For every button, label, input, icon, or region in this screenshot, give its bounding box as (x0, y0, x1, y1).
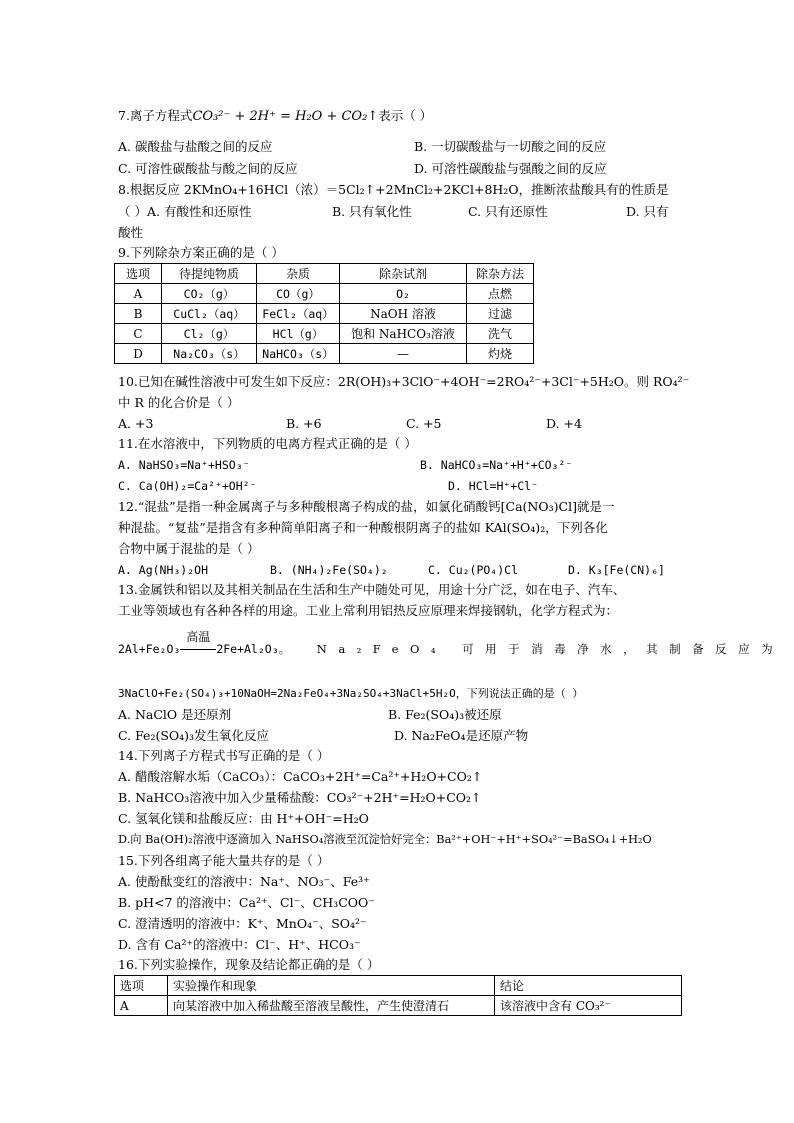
table-header: 结论 (495, 976, 682, 996)
q13-option-d: D. Na₂FeO₄是还原产物 (394, 728, 529, 743)
q11-stem: 11.在水溶液中，下列物质的电离方程式正确的是（ ） (118, 436, 417, 451)
table-cell: A (115, 996, 168, 1016)
table-header: 待提纯物质 (162, 264, 257, 284)
q14-option-d: D.向 Ba(OH)₂溶液中逐滴加入 NaHSO₄溶液至沉淀恰好完全：Ba²⁺+OH⁻+H⁺+SO₄²⁻=BaSO₄↓+H₂O (118, 833, 652, 846)
table-cell: Cl₂（g） (162, 324, 257, 344)
q15-option-b: B. pH<7 的溶液中：Ca²⁺、Cl⁻、CH₃COO⁻ (118, 895, 375, 910)
table-cell: D (115, 344, 162, 364)
table-cell: CO（g） (257, 284, 340, 304)
table-cell: A (115, 284, 162, 304)
q11-option-c: C. Ca(OH)₂=Ca²⁺+OH²⁻ (118, 479, 257, 493)
q12-line3: 合物中属于混盐的是（ ） (118, 541, 260, 556)
table-row (115, 284, 534, 304)
q13-option-c: C. Fe₂(SO₄)₃发生氧化反应 (118, 728, 270, 743)
table-cell: 向某溶液中加入稀盐酸至溶液呈酸性，产生使澄清石 (168, 996, 495, 1016)
q8-option-a: （ ）A. 有酸性和还原性 (118, 204, 252, 219)
q13-equation-right: 2Fe+Al₂O₃ (216, 642, 279, 656)
q7-prefix: 7.离子方程式 (118, 108, 193, 123)
table-row (115, 996, 682, 1016)
q12-option-a: A. Ag(NH₃)₂OH (118, 563, 209, 577)
table-row (115, 324, 534, 344)
q8-option-b: B. 只有氧化性 (332, 204, 412, 219)
q10-option-d: D. +4 (546, 416, 582, 431)
table-cell: CuCl₂（aq） (162, 304, 257, 324)
table-cell: FeCl₂（aq） (257, 304, 340, 324)
table-cell: NaOH 溶液 (340, 304, 467, 324)
table-header-row (115, 264, 534, 284)
q10-option-b: B. +6 (286, 416, 322, 431)
q12-line2: 种混盐。“复盐”是指含有多种简单阳离子和一种酸根阴离子的盐如 KAl(SO₄)₂，下列各化 (118, 520, 608, 535)
table-cell: O₂ (340, 284, 467, 304)
q15-option-c: C. 澄清透明的溶液中：K⁺、MnO₄⁻、SO₄²⁻ (118, 916, 367, 931)
q12-line1: 12.“混盐”是指一种金属离子与多种酸根离子构成的盐，如氯化硝酸钙[Ca(NO₃)Cl]就是一 (118, 499, 615, 514)
table-cell: CO₂（g） (162, 284, 257, 304)
q14-stem: 14.下列离子方程式书写正确的是（ ） (118, 748, 330, 763)
q15-option-d: D. 含有 Ca²⁺的溶液中：Cl⁻、H⁺、HCO₃⁻ (118, 937, 361, 952)
table-cell: 灼烧 (467, 344, 534, 364)
q9-table (114, 263, 534, 364)
q7-option-b: B. 一切碳酸盐与一切酸之间的反应 (414, 139, 607, 154)
q10-line2: 中 R 的化合价是（ ） (118, 395, 240, 410)
q15-stem: 15.下列各组离子能大量共存的是（ ） (118, 853, 330, 868)
q16-table (114, 975, 682, 1016)
q16-stem: 16.下列实验操作，现象及结论都正确的是（ ） (118, 957, 380, 972)
q8-line1: 8.根据反应 2KMnO₄+16HCl（浓）＝5Cl₂↑+2MnCl₂+2KCl+8H₂O，推断浓盐酸具有的性质是 (118, 182, 669, 197)
table-cell: B (115, 304, 162, 324)
q8-line3: 酸性 (118, 225, 144, 240)
q13-equation-left: 2Al+Fe₂O₃ (118, 642, 181, 656)
q12-option-c: C. Cu₂(PO₄)Cl (428, 563, 519, 577)
table-header: 实验操作和现象 (168, 976, 495, 996)
table-row (115, 344, 534, 364)
q13-line2: 工业等领域也有各种各样的用途。工业上常利用铝热反应原理来焊接钢轨，化学方程式为： (118, 603, 619, 618)
q13-option-a: A. NaClO 是还原剂 (118, 707, 232, 722)
q7-option-c: C. 可溶性碳酸盐与酸之间的反应 (118, 161, 298, 176)
table-cell: NaHCO₃（s） (257, 344, 340, 364)
q10-option-c: C. +5 (406, 416, 442, 431)
q13-line3-rest: 。 Na₂FeO₄ 可用于消毒净水，其制备反应为 (278, 642, 785, 656)
q13-line4: 3NaClO+Fe₂(SO₄)₃+10NaOH=2Na₂FeO₄+3Na₂SO₄+3NaCl+5H₂O，下列说法正确的是（ ） (118, 687, 584, 700)
q7-stem (118, 107, 432, 126)
table-header: 选项 (115, 264, 162, 284)
q13-condition-label: 高温 (186, 630, 211, 644)
table-header: 杂质 (257, 264, 340, 284)
table-header: 除杂方法 (467, 264, 534, 284)
table-cell: HCl（g） (257, 324, 340, 344)
table-cell: 饱和 NaHCO₃溶液 (340, 324, 467, 344)
table-cell: 点燃 (467, 284, 534, 304)
table-row (115, 304, 534, 324)
table-cell: 该溶液中含有 CO₃²⁻ (495, 996, 682, 1016)
table-cell: C (115, 324, 162, 344)
q13-equation-line (118, 630, 785, 658)
q14-option-a: A. 醋酸溶解水垢（CaCO₃）：CaCO₃+2H⁺=Ca²⁺+H₂O+CO₂↑ (118, 769, 483, 784)
table-cell: 洗气 (467, 324, 534, 344)
table-cell: 过滤 (467, 304, 534, 324)
q8-option-c: C. 只有还原性 (468, 204, 548, 219)
table-cell: — (340, 344, 467, 364)
q8-option-d: D. 只有 (626, 204, 669, 219)
q11-option-d: D. HCl=H⁺+Cl⁻ (448, 479, 539, 493)
q7-option-a: A. 碳酸盐与盐酸之间的反应 (118, 139, 273, 154)
q15-option-a: A. 使酚酞变红的溶液中：Na⁺、NO₃⁻、Fe³⁺ (118, 874, 370, 889)
q10-option-a: A. +3 (118, 416, 154, 431)
q13-condition-bar (180, 649, 216, 650)
q7-option-d: D. 可溶性碳酸盐与强酸之间的反应 (414, 161, 607, 176)
q11-option-b: B. NaHCO₃=Na⁺+H⁺+CO₃²⁻ (420, 458, 573, 472)
table-header-row (115, 976, 682, 996)
table-header: 除杂试剂 (340, 264, 467, 284)
q11-option-a: A. NaHSO₃=Na⁺+HSO₃⁻ (118, 458, 250, 472)
table-cell: Na₂CO₃（s） (162, 344, 257, 364)
q7-suffix: 表示（ ） (378, 108, 433, 123)
q14-option-c: C. 氢氧化镁和盐酸反应：由 H⁺+OH⁻=H₂O (118, 811, 369, 826)
q9-stem: 9.下列除杂方案正确的是（ ） (118, 245, 284, 260)
q10-line1: 10.已知在碱性溶液中可发生如下反应：2R(OH)₃+3ClO⁻+4OH⁻=2RO₄²⁻+3Cl⁻+5H₂O。则 RO₄²⁻ (118, 374, 690, 389)
q13-reaction-condition (180, 630, 216, 658)
q12-option-b: B. (NH₄)₂Fe(SO₄)₂ (270, 563, 388, 577)
q14-option-b: B. NaHCO₃溶液中加入少量稀盐酸：CO₃²⁻+2H⁺=H₂O+CO₂↑ (118, 790, 482, 805)
q7-ionic-equation: CO₃²⁻ + 2H⁺ = H₂O + CO₂↑ (192, 109, 379, 124)
table-header: 选项 (115, 976, 168, 996)
q13-option-b: B. Fe₂(SO₄)₃被还原 (388, 707, 502, 722)
q12-option-d: D. K₃[Fe(CN)₆] (568, 563, 665, 577)
q13-line1: 13.金属铁和铝以及其相关制品在生活和生产中随处可见，用途十分广泛，如在电子、汽车、 (118, 582, 626, 597)
